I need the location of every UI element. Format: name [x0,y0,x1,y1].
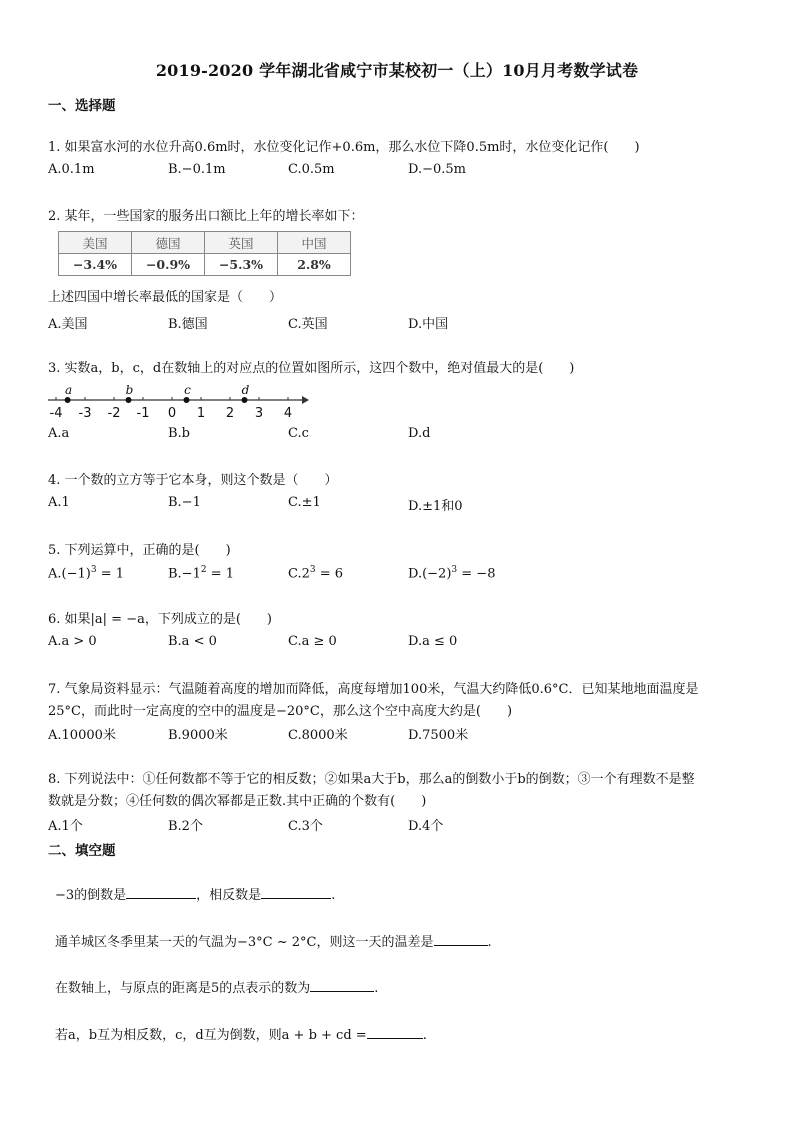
option-c: C.3个 [288,819,323,834]
table-header-row [59,232,351,254]
question-6-options [48,634,748,654]
option-c: $C.2^3 = 6$ [288,565,344,582]
option-a: A.0.1m [48,162,95,177]
table-header-cell: 德国 [132,232,205,254]
number-line-tick-label: -4 [49,406,63,421]
growth-rate-table [58,231,351,276]
option-d: D.7500米 [408,728,469,743]
option-c: C.c [288,426,309,441]
option-d: D.−0.5m [408,162,466,177]
fill-question-2: 通羊城区冬季里某一天的气温为−3°C ~ 2°C，则这一天的温差是 . [55,931,755,953]
option-a: A.1个 [48,819,83,834]
number-line-point-label: a [65,383,73,397]
question-2-text: 2. 某年，一些国家的服务出口额比上年的增长率如下： [48,209,364,224]
answer-blank[interactable] [126,884,196,899]
option-c: C.0.5m [288,162,335,177]
question-2-question: 上述四国中增长率最低的国家是（ ） [48,290,283,305]
option-b: B.2个 [168,819,203,834]
question-7 [48,679,748,723]
number-line-tick-label: 0 [167,406,177,421]
answer-blank[interactable] [434,931,488,946]
question-3-options [48,426,748,446]
option-a: A.1 [48,495,70,510]
question-3 [48,358,748,380]
question-7-line-1: 7. 气象局资料显示：气温随着高度的增加而降低，高度每增加100米，气温大约降低0.6°C．已知某地地面温度是 [48,682,699,697]
option-a: $A.(-1)^3 = 1$ [48,565,124,582]
question-8-line-1: 8. 下列说法中：①任何数都不等于它的相反数；②如果a大于b，那么a的倒数小于b的倒数；③一个有理数不是整 [48,772,695,787]
number-line-point-label: b [125,383,134,397]
table-cell: −5.3% [205,254,278,276]
question-8-line-2: 数就是分数；④任何数的偶次幂都是正数.其中正确的个数有( ) [48,794,427,809]
number-line-point-label: c [184,383,191,397]
number-line-tick-label: -3 [78,406,92,421]
question-2-prompt [48,287,748,309]
question-2-options [48,313,748,333]
number-line [44,381,314,421]
question-5-text: 5. 下列运算中，正确的是( ) [48,543,231,558]
question-4 [48,470,748,492]
question-1-options [48,162,748,182]
option-a: A.美国 [48,317,88,332]
option-a: A.a > 0 [48,634,97,649]
table-cell: −3.4% [59,254,132,276]
fill-question-3: 在数轴上，与原点的距离是5的点表示的数为 . [55,977,755,999]
number-line-tick-label: 1 [196,406,206,421]
option-b: B.b [168,426,191,441]
question-8-options [48,815,748,835]
option-b: $B.-1^2 = 1$ [168,565,235,582]
question-3-text: 3. 实数a，b，c，d在数轴上的对应点的位置如图所示，这四个数中，绝对值最大的是( ) [48,361,575,376]
number-line-arrow [302,396,309,404]
question-4-text: 4. 一个数的立方等于它本身，则这个数是（ ） [48,473,338,488]
table-header-cell: 中国 [278,232,351,254]
number-line-point-b [126,397,132,403]
option-c: C.英国 [288,317,328,332]
option-b: B.德国 [168,317,208,332]
option-a: A.10000米 [48,728,116,743]
question-5 [48,540,748,562]
question-7-line-2: 25°C，而此时一定高度的空中的温度是−20°C，那么这个空中高度大约是( ) [48,704,513,719]
question-8 [48,769,748,813]
page-title: 2019-2020 学年湖北省咸宁市某校初一（上）10月月考数学试卷 [155,61,639,80]
question-6-text: 6. 如果|a| = −a，下列成立的是( ) [48,612,272,627]
number-line-point-d [242,397,248,403]
option-d: $D.(-2)^3 = -8$ [408,565,496,582]
number-line-tick-label: 3 [254,406,264,421]
option-b: B.9000米 [168,728,228,743]
section-heading-fill: 二、填空题 [48,843,116,859]
option-d: D.±1和0 [408,499,463,514]
option-a: A.a [48,426,70,441]
option-c: C.±1 [288,495,321,510]
question-2 [48,206,748,228]
question-6 [48,609,748,631]
question-7-options [48,724,748,744]
option-b: B.a < 0 [168,634,217,649]
fill-question-1: −3的倒数是 ，相反数是 . [55,884,755,906]
section-heading-choice: 一、选择题 [48,98,116,114]
table-cell: −0.9% [132,254,205,276]
option-d: D.4个 [408,819,444,834]
fill-question-4: 若a，b互为相反数，c，d互为倒数，则a + b + cd = . [55,1024,755,1046]
option-d: D.d [408,426,431,441]
option-c: C.8000米 [288,728,348,743]
answer-blank[interactable] [310,977,374,992]
answer-blank[interactable] [367,1024,423,1039]
option-b: B.−1 [168,495,201,510]
number-line-tick-label: -2 [107,406,121,421]
number-line-point-label: d [241,383,250,397]
option-d: D.a ≤ 0 [408,634,458,649]
answer-blank[interactable] [261,884,331,899]
option-d: D.中国 [408,317,449,332]
option-b: B.−0.1m [168,162,226,177]
question-1 [48,137,748,159]
number-line-point-a [65,397,71,403]
number-line-point-c [184,397,190,403]
number-line-tick-label: 4 [283,406,293,421]
option-c: C.a ≥ 0 [288,634,337,649]
question-4-options [48,495,748,515]
table-row [59,254,351,276]
table-header-cell: 美国 [59,232,132,254]
table-cell: 2.8% [278,254,351,276]
question-1-text: 1. 如果富水河的水位升高0.6m时，水位变化记作+0.6m，那么水位下降0.5m时，水位变化记作( ) [48,140,640,155]
number-line-tick-label: 2 [225,406,235,421]
question-5-options [48,565,748,585]
table-header-cell: 英国 [205,232,278,254]
number-line-tick-label: -1 [136,406,150,421]
